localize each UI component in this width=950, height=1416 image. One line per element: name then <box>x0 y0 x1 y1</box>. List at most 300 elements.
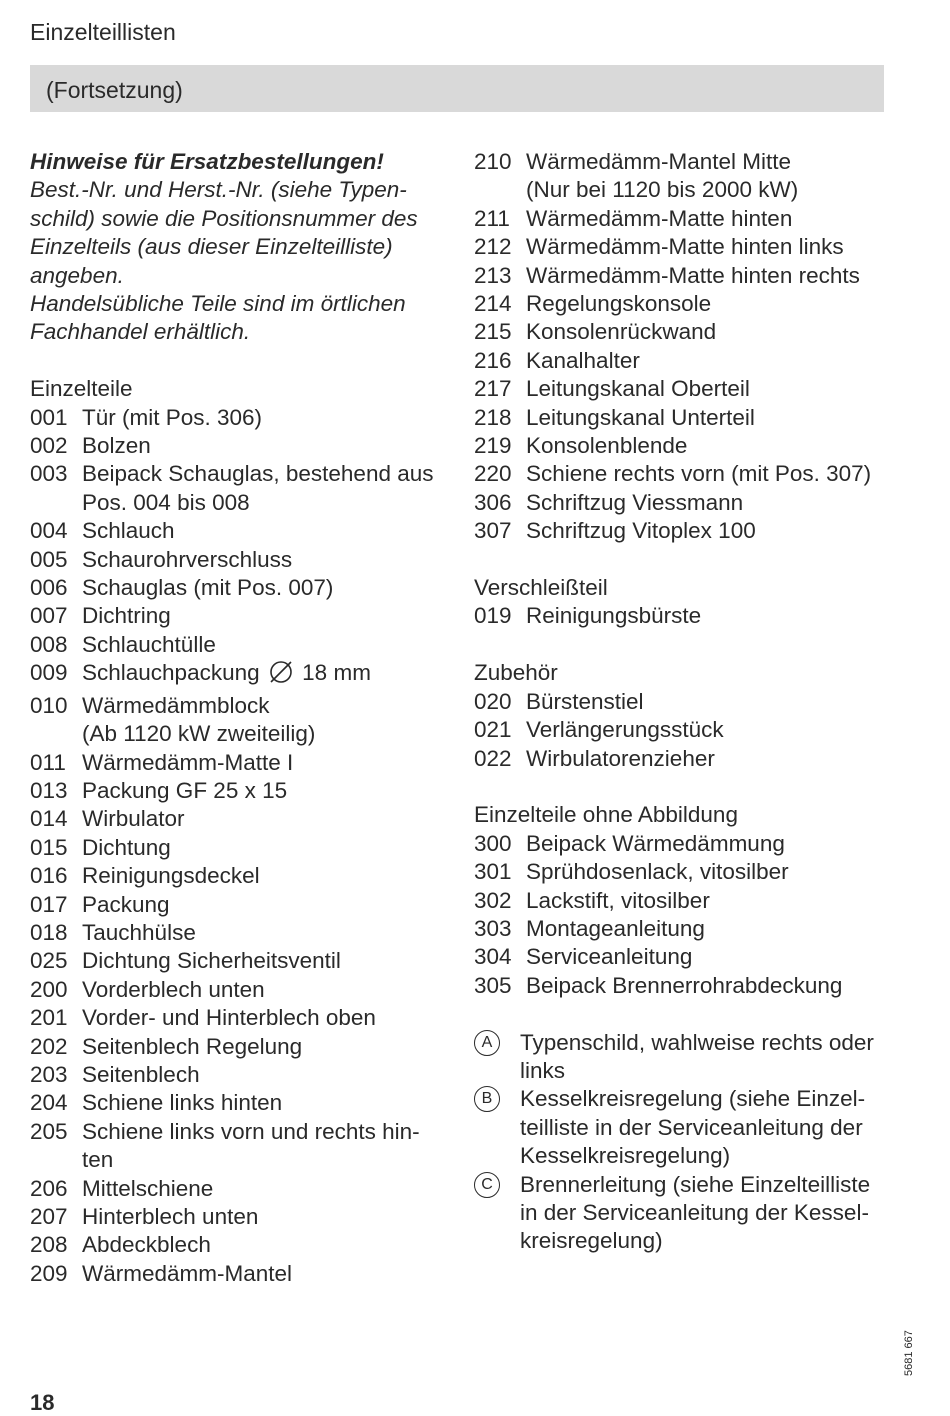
part-description <box>82 1175 450 1203</box>
part-description <box>82 834 450 862</box>
part-item <box>474 943 894 971</box>
part-number: 302 <box>474 887 512 913</box>
part-description <box>526 148 894 205</box>
part-text: Wärmedämm-Matte hinten rechts <box>526 262 860 288</box>
part-description-line <box>82 834 450 862</box>
part-number: 017 <box>30 891 68 917</box>
part-description-line <box>526 688 894 716</box>
part-number: 208 <box>30 1232 68 1258</box>
part-text: Mittelschiene <box>82 1175 214 1201</box>
part-description-line <box>82 602 450 630</box>
part-description-line <box>82 777 450 805</box>
part-description-line <box>526 830 894 858</box>
part-text: ten <box>82 1147 114 1173</box>
part-number: 219 <box>474 433 512 459</box>
part-description-line <box>82 546 450 574</box>
part-description <box>82 1004 450 1032</box>
part-description-line <box>82 574 450 602</box>
part-item <box>474 489 894 517</box>
part-text: Wärmedämm-Matte I <box>82 749 294 775</box>
part-number: 014 <box>30 806 68 832</box>
part-description <box>526 205 894 233</box>
part-description-line <box>526 233 894 261</box>
document-code: 5681 667 <box>903 1330 915 1376</box>
part-item <box>474 233 894 261</box>
part-text: Wirbulator <box>82 806 185 832</box>
part-text: Wärmedämm-Mantel <box>82 1260 293 1286</box>
part-number: 021 <box>474 717 512 743</box>
part-description <box>526 745 894 773</box>
part-text: Wärmedämm-Mantel Mitte <box>526 149 792 174</box>
part-text: (Nur bei 1120 bis 2000 kW) <box>526 177 799 203</box>
part-description <box>82 1260 450 1288</box>
part-number: 003 <box>30 461 68 487</box>
part-description-line <box>526 716 894 744</box>
wear-parts-list <box>474 602 894 630</box>
part-description <box>82 749 450 777</box>
circled-letter-icon: C <box>474 1172 500 1198</box>
part-description <box>82 692 450 749</box>
part-description-line <box>82 517 450 545</box>
part-description-line <box>82 1146 450 1174</box>
part-description <box>82 805 450 833</box>
part-text: Leitungskanal Oberteil <box>526 376 750 402</box>
notice-line: Handelsübliche Teile sind im örtlichen <box>30 291 406 317</box>
section-title: Einzelteillisten <box>30 19 176 45</box>
part-description-line <box>526 915 894 943</box>
part-text: Packung GF 25 x 15 <box>82 777 288 803</box>
parts-list-right <box>474 148 894 546</box>
part-number: 006 <box>30 575 68 601</box>
part-description <box>82 432 450 460</box>
part-description-line <box>526 347 894 375</box>
part-text: Beipack Wärmedämmung <box>526 830 785 856</box>
part-description-line <box>526 176 894 204</box>
notice-line: angeben. <box>30 262 124 288</box>
diameter-value: 18 mm <box>302 660 371 686</box>
part-description-line <box>82 432 450 460</box>
reference-line: links <box>520 1057 566 1083</box>
part-text: Tür (mit Pos. 306) <box>82 404 263 430</box>
part-text: Beipack Brennerrohrabdeckung <box>526 972 843 998</box>
part-item <box>30 777 450 805</box>
part-description-line <box>82 631 450 659</box>
part-description-line <box>82 659 450 691</box>
part-description <box>526 432 894 460</box>
part-text: Schlauchtülle <box>82 631 216 657</box>
part-item <box>474 290 894 318</box>
part-item <box>474 404 894 432</box>
part-text: Bolzen <box>82 433 151 459</box>
reference-description <box>520 1029 894 1086</box>
part-text: Konsolenblende <box>526 433 688 459</box>
part-description <box>82 1061 450 1089</box>
part-description-line <box>82 1089 450 1117</box>
part-description <box>82 1203 450 1231</box>
part-number: 307 <box>474 518 512 544</box>
part-description-line <box>82 1231 450 1259</box>
part-description <box>82 404 450 432</box>
part-number: 214 <box>474 291 512 317</box>
part-text: Montageanleitung <box>526 915 705 941</box>
part-description <box>526 517 894 545</box>
part-text: Reinigungsdeckel <box>82 863 260 889</box>
part-number: 209 <box>30 1260 68 1286</box>
part-number: 211 <box>474 205 510 231</box>
part-text: Seitenblech Regelung <box>82 1033 303 1059</box>
part-text: Schlauchpackung <box>82 660 260 686</box>
part-number: 212 <box>474 234 512 260</box>
part-description-line <box>82 489 450 517</box>
diameter-icon <box>268 660 294 691</box>
part-description-line <box>526 858 894 886</box>
part-description-line <box>82 1260 450 1288</box>
notice-line: Best.-Nr. und Herst.-Nr. (siehe Typen- <box>30 177 407 203</box>
right-column <box>474 148 894 1256</box>
circled-letter-icon: B <box>474 1086 500 1112</box>
accessories-title: Zubehör <box>474 660 558 686</box>
part-text: Bürstenstiel <box>526 688 644 714</box>
part-text: Lackstift, vitosilber <box>526 887 710 913</box>
reference-line: Typenschild, wahlweise rechts oder <box>520 1029 874 1055</box>
part-description-line <box>526 404 894 432</box>
part-text: Wärmedämmblock <box>82 692 270 718</box>
part-item <box>474 262 894 290</box>
part-description <box>82 1231 450 1259</box>
part-number: 207 <box>30 1204 68 1230</box>
part-description-line <box>82 720 450 748</box>
part-number: 010 <box>30 692 68 718</box>
part-description-line <box>526 432 894 460</box>
reference-item <box>474 1171 894 1256</box>
part-item <box>474 205 894 233</box>
part-number: 305 <box>474 972 512 998</box>
part-description <box>82 659 450 691</box>
part-description-line <box>82 1061 450 1089</box>
parts-list-left <box>30 404 450 1289</box>
part-description-line <box>526 887 894 915</box>
part-number: 015 <box>30 834 68 860</box>
reference-line: Kesselkreisregelung (siehe Einzel- <box>520 1086 866 1112</box>
part-description-line <box>82 1033 450 1061</box>
part-item <box>30 659 450 691</box>
part-number: 002 <box>30 433 68 459</box>
part-description-line <box>526 148 894 176</box>
part-number: 013 <box>30 777 68 803</box>
part-item <box>30 432 450 460</box>
part-text: Vorderblech unten <box>82 976 265 1002</box>
part-number: 018 <box>30 919 68 945</box>
part-item <box>474 375 894 403</box>
notice-line: schild) sowie die Positionsnummer des <box>30 205 418 231</box>
part-number: 004 <box>30 518 68 544</box>
part-number: 206 <box>30 1175 68 1201</box>
part-number: 210 <box>474 149 512 174</box>
part-description <box>526 943 894 971</box>
part-description <box>526 716 894 744</box>
part-text: Dichtung <box>82 834 171 860</box>
part-text: Wärmedämm-Matte hinten <box>526 205 793 231</box>
part-item <box>30 404 450 432</box>
part-item <box>474 432 894 460</box>
part-text: Pos. 004 bis 008 <box>82 489 250 515</box>
part-description-line <box>82 692 450 720</box>
part-description <box>82 1089 450 1117</box>
part-text: Dichtring <box>82 603 171 629</box>
part-number: 009 <box>30 660 68 686</box>
wear-parts-title: Verschleißteil <box>474 575 608 601</box>
part-item <box>30 460 450 517</box>
part-description <box>526 290 894 318</box>
reference-legend <box>474 1029 894 1256</box>
part-description-line <box>526 460 894 488</box>
part-description-line <box>526 205 894 233</box>
part-text: Konsolenrückwand <box>526 319 717 345</box>
part-item <box>30 1118 450 1175</box>
part-description-line <box>526 745 894 773</box>
part-text: Serviceanleitung <box>526 944 693 970</box>
part-item <box>30 805 450 833</box>
part-text: Schiene links vorn und rechts hin- <box>82 1118 420 1144</box>
part-number: 216 <box>474 347 512 373</box>
part-description-line <box>526 489 894 517</box>
part-text: Vorder- und Hinterblech oben <box>82 1005 376 1031</box>
part-item <box>30 517 450 545</box>
part-description-line <box>82 1175 450 1203</box>
part-description-line <box>82 460 450 488</box>
unillustrated-list <box>474 830 894 1000</box>
part-description <box>526 233 894 261</box>
part-number: 301 <box>474 859 512 885</box>
part-item <box>474 460 894 488</box>
notice-line: Fachhandel erhältlich. <box>30 319 251 345</box>
part-number: 204 <box>30 1090 68 1116</box>
part-item <box>30 574 450 602</box>
part-number: 304 <box>474 944 512 970</box>
part-item <box>30 1004 450 1032</box>
part-item <box>30 976 450 1004</box>
reference-description <box>520 1085 894 1170</box>
part-number: 205 <box>30 1118 68 1144</box>
part-description-line <box>82 404 450 432</box>
part-description-line <box>526 943 894 971</box>
part-text: Schaurohrverschluss <box>82 546 293 572</box>
part-number: 019 <box>474 603 512 629</box>
part-description-line <box>526 972 894 1000</box>
part-description <box>82 574 450 602</box>
part-text: Schiene rechts vorn (mit Pos. 307) <box>526 461 872 487</box>
continuation-banner <box>30 65 884 112</box>
part-number: 001 <box>30 404 68 430</box>
part-text: Schlauch <box>82 518 175 544</box>
part-item <box>30 947 450 975</box>
accessories-list <box>474 688 894 773</box>
part-text: Seitenblech <box>82 1061 200 1087</box>
part-number: 202 <box>30 1033 68 1059</box>
reference-line: teilliste in der Serviceanleitung der <box>520 1114 863 1140</box>
part-text: Schriftzug Viessmann <box>526 489 744 515</box>
part-item <box>474 745 894 773</box>
continuation-label: (Fortsetzung) <box>46 77 183 103</box>
part-number: 213 <box>474 262 512 288</box>
part-text: (Ab 1120 kW zweiteilig) <box>82 721 316 747</box>
part-description <box>82 631 450 659</box>
part-text: Schriftzug Vitoplex 100 <box>526 518 756 544</box>
part-number: 007 <box>30 603 68 629</box>
page-number: 18 <box>30 1390 55 1415</box>
part-text: Schiene links hinten <box>82 1090 283 1116</box>
part-description-line <box>82 1118 450 1146</box>
part-item <box>474 148 894 205</box>
part-item <box>30 834 450 862</box>
circled-letter-icon: A <box>474 1030 500 1056</box>
part-number: 005 <box>30 546 68 572</box>
part-description <box>526 318 894 346</box>
part-description-line <box>526 602 894 630</box>
notice-line: Einzelteils (aus dieser Einzelteilliste) <box>30 234 393 260</box>
part-description <box>526 602 894 630</box>
part-text: Kanalhalter <box>526 347 640 373</box>
part-item <box>474 517 894 545</box>
part-item <box>474 830 894 858</box>
reference-line: kreisregelung) <box>520 1228 663 1254</box>
reference-item <box>474 1029 894 1086</box>
part-description <box>82 517 450 545</box>
part-item <box>474 318 894 346</box>
part-description <box>82 546 450 574</box>
part-number: 203 <box>30 1061 68 1087</box>
part-number: 011 <box>30 749 66 775</box>
part-item <box>30 631 450 659</box>
part-description <box>526 404 894 432</box>
part-item <box>30 546 450 574</box>
part-number: 201 <box>30 1005 68 1031</box>
part-description <box>526 489 894 517</box>
order-notice <box>30 148 450 347</box>
part-item <box>30 891 450 919</box>
part-description <box>82 862 450 890</box>
part-number: 306 <box>474 489 512 515</box>
part-number: 200 <box>30 976 68 1002</box>
part-item <box>474 602 894 630</box>
part-text: Tauchhülse <box>82 919 196 945</box>
part-description-line <box>526 375 894 403</box>
part-description-line <box>82 947 450 975</box>
part-text: Verlängerungsstück <box>526 717 724 743</box>
part-item <box>30 1033 450 1061</box>
part-description-line <box>82 976 450 1004</box>
part-description <box>82 976 450 1004</box>
part-text: Abdeckblech <box>82 1232 211 1258</box>
part-text: Dichtung Sicherheitsventil <box>82 948 341 974</box>
part-description <box>82 947 450 975</box>
part-description <box>82 777 450 805</box>
part-number: 008 <box>30 631 68 657</box>
part-description <box>526 887 894 915</box>
part-text: Regelungskonsole <box>526 291 712 317</box>
part-number: 303 <box>474 915 512 941</box>
part-number: 300 <box>474 830 512 856</box>
part-description <box>526 830 894 858</box>
part-number: 215 <box>474 319 512 345</box>
part-item <box>474 887 894 915</box>
part-item <box>30 1061 450 1089</box>
part-text: Leitungskanal Unterteil <box>526 404 755 430</box>
part-number: 025 <box>30 948 68 974</box>
reference-line: in der Serviceanleitung der Kessel- <box>520 1199 869 1225</box>
part-item <box>30 602 450 630</box>
part-item <box>30 749 450 777</box>
part-description-line <box>82 749 450 777</box>
parts-title: Einzelteile <box>30 376 133 402</box>
part-description-line <box>82 1203 450 1231</box>
part-item <box>474 858 894 886</box>
part-description <box>526 375 894 403</box>
part-item <box>30 1089 450 1117</box>
part-text: Beipack Schauglas, bestehend aus <box>82 461 434 487</box>
part-item <box>30 1260 450 1288</box>
part-text: Sprühdosenlack, vitosilber <box>526 859 789 885</box>
part-item <box>474 915 894 943</box>
part-item <box>30 692 450 749</box>
part-item <box>30 1175 450 1203</box>
part-description <box>82 602 450 630</box>
part-text: Wärmedämm-Matte hinten links <box>526 234 844 260</box>
part-description-line <box>82 805 450 833</box>
part-number: 022 <box>474 745 512 771</box>
part-item <box>30 1231 450 1259</box>
part-description <box>82 1033 450 1061</box>
part-text: Schauglas (mit Pos. 007) <box>82 575 334 601</box>
part-item <box>30 862 450 890</box>
part-description <box>82 1118 450 1175</box>
part-description-line <box>82 862 450 890</box>
part-text: Hinterblech unten <box>82 1204 259 1230</box>
part-description <box>82 460 450 517</box>
part-item <box>474 972 894 1000</box>
part-number: 016 <box>30 863 68 889</box>
notice-title: Hinweise für Ersatzbestellungen! <box>30 149 384 174</box>
part-description <box>82 891 450 919</box>
part-number: 220 <box>474 461 512 487</box>
part-description <box>526 915 894 943</box>
left-column <box>30 148 450 1288</box>
part-description <box>526 972 894 1000</box>
reference-line: Kesselkreisregelung) <box>520 1143 731 1169</box>
part-item <box>30 919 450 947</box>
part-text: Reinigungsbürste <box>526 603 702 629</box>
part-item <box>474 716 894 744</box>
part-text: Packung <box>82 891 170 917</box>
part-description <box>526 347 894 375</box>
part-description-line <box>82 891 450 919</box>
part-item <box>474 347 894 375</box>
part-description-line <box>526 290 894 318</box>
part-number: 217 <box>474 376 512 402</box>
part-number: 218 <box>474 404 512 430</box>
part-text: Wirbulatorenzieher <box>526 745 715 771</box>
part-description <box>526 858 894 886</box>
part-description <box>526 688 894 716</box>
part-description <box>526 460 894 488</box>
part-description-line <box>82 919 450 947</box>
part-item <box>474 688 894 716</box>
reference-item <box>474 1085 894 1170</box>
reference-description <box>520 1171 894 1256</box>
part-item <box>30 1203 450 1231</box>
unillustrated-title: Einzelteile ohne Abbildung <box>474 802 738 828</box>
part-number: 020 <box>474 688 512 714</box>
